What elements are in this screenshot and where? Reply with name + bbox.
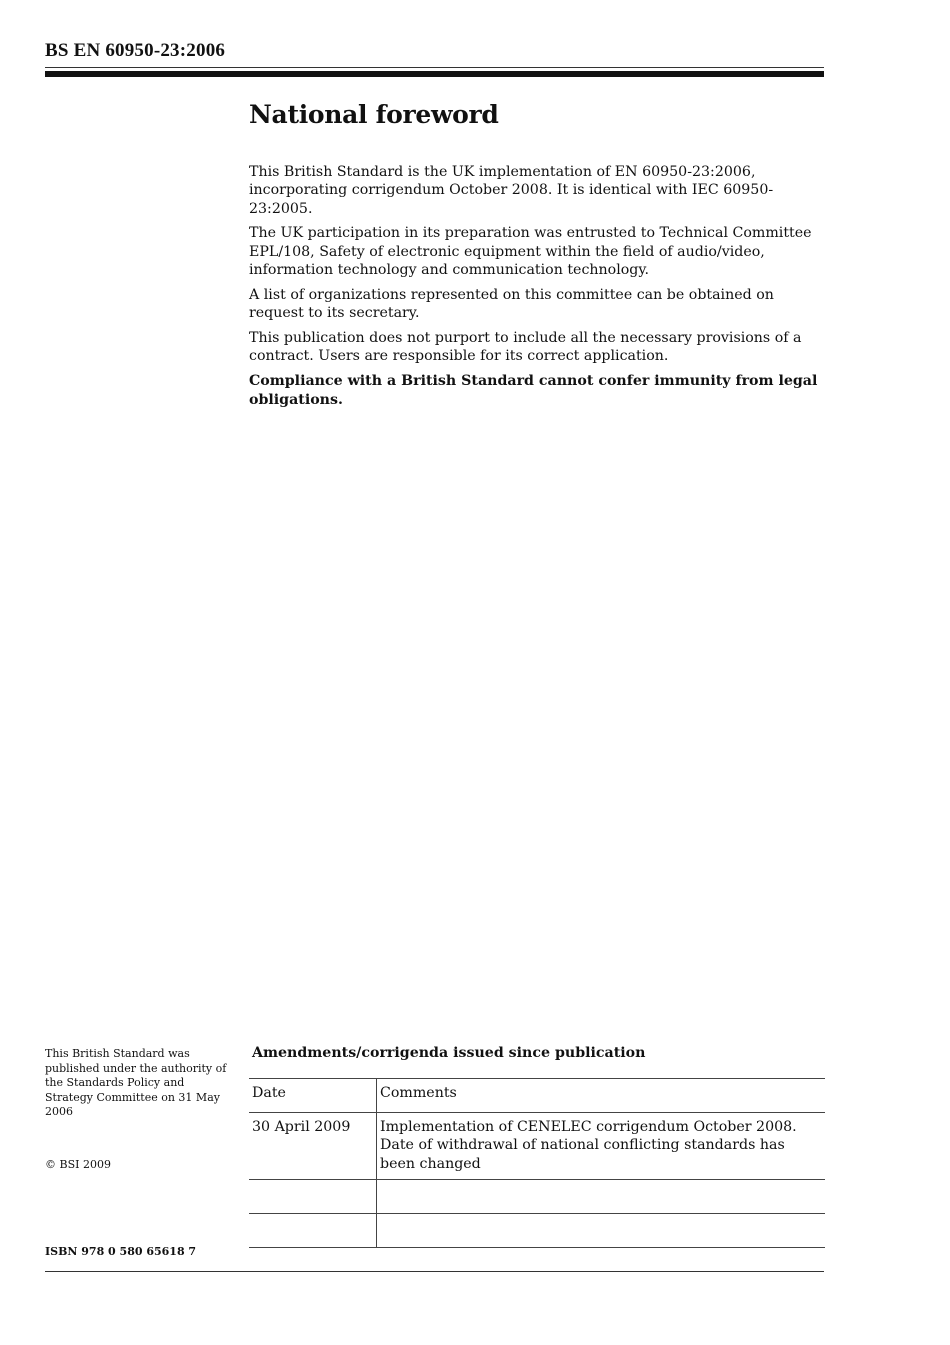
amendment-date-cell [249, 1180, 377, 1214]
page-title: National foreword [249, 100, 499, 129]
header-thin-rule [45, 67, 824, 68]
paragraph-organizations: A list of organizations represented on this committee can be obtained on request to its secretary. [249, 286, 774, 322]
amendment-date-cell [249, 1214, 377, 1248]
table-header-row [249, 1079, 825, 1113]
copyright-notice: © BSI 2009 [45, 1158, 111, 1171]
table-row [249, 1113, 825, 1180]
header-thick-rule [45, 71, 824, 77]
amendment-date-cell: 30 April 2009 [249, 1113, 377, 1180]
amendments-heading: Amendments/corrigenda issued since publication [252, 1045, 646, 1061]
column-header-comments: Comments [377, 1079, 826, 1113]
amendment-comment-cell: Implementation of CENELEC corrigendum October 2008. Date of withdrawal of national conflicting standards has been changed [377, 1113, 826, 1180]
document-code: BS EN 60950-23:2006 [45, 40, 226, 61]
compliance-note: Compliance with a British Standard cannot confer immunity from legal obligations. [249, 373, 818, 408]
amendment-comment-cell [377, 1214, 826, 1248]
paragraph-committee: The UK participation in its preparation was entrusted to Technical Committee EPL/108, Safety of electronic equipment within the field of audio/video, information technology and communication technology. [249, 225, 812, 279]
table-row [249, 1214, 825, 1248]
column-header-date: Date [249, 1079, 377, 1113]
paragraph-contract: This publication does not purport to include all the necessary provisions of a contract. Users are responsible for its correct application. [249, 330, 802, 365]
amendment-comment-cell [377, 1180, 826, 1214]
table-row [249, 1180, 825, 1214]
publication-note: This British Standard was published under the authority of the Standards Policy and Strategy Committee on 31 May 2006 [45, 1047, 227, 1119]
isbn-number: ISBN 978 0 580 65618 7 [45, 1245, 197, 1258]
amendments-table [249, 1078, 825, 1248]
footer-rule [45, 1271, 824, 1272]
paragraph-implementation: This British Standard is the UK implementation of EN 60950-23:2006, incorporating corrigendum October 2008. It is identical with IEC 60950-23:2005. [249, 164, 774, 217]
foreword-body [249, 163, 829, 416]
